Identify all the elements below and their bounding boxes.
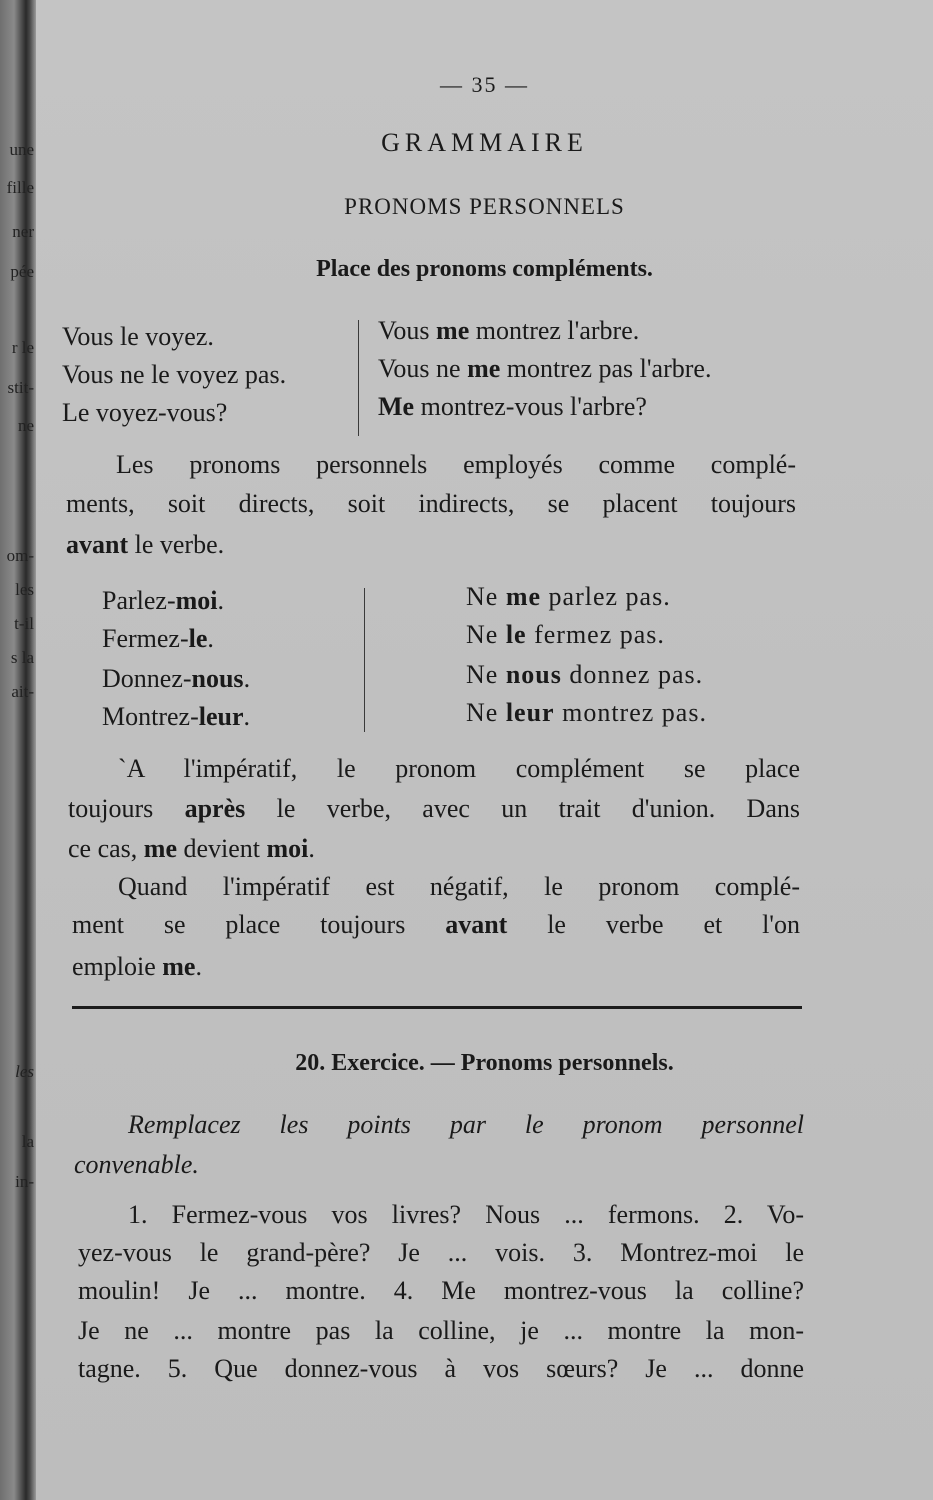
adjacent-page-edge [0, 0, 36, 1500]
column-divider [364, 588, 365, 732]
margin-fragment: une [9, 140, 34, 159]
book-page [36, 0, 933, 1500]
page-title: GRAMMAIRE [381, 128, 588, 157]
example-line: Ne me parlez pas. [466, 582, 671, 611]
margin-fragment: r le [11, 338, 34, 357]
rule-text: ment se place toujours avant le verbe et l'on [72, 910, 800, 939]
margin-fragment: ait- [11, 682, 34, 701]
example-line: Ne nous donnez pas. [466, 660, 704, 689]
example-line: Montrez-leur. [102, 702, 251, 731]
example-line: Vous me montrez l'arbre. [378, 316, 640, 345]
margin-fragment: les [15, 580, 34, 599]
example-line: Parlez-moi. [102, 586, 225, 615]
margin-fragment: t-il [14, 614, 34, 633]
exercise-instruction: Remplacez les points par le pronom personnel [128, 1110, 804, 1139]
example-line: Vous ne me montrez pas l'arbre. [378, 354, 712, 383]
example-line: Me montrez-vous l'arbre? [378, 392, 647, 421]
rule-text: `A l'impératif, le pronom complément se place [118, 754, 800, 783]
exercise-line: moulin! Je ... montre. 4. Me montrez-vous la colline? [78, 1276, 804, 1305]
section-divider [72, 1006, 802, 1009]
margin-fragment: in- [15, 1172, 34, 1191]
margin-fragment: ner [12, 222, 34, 241]
margin-fragment: la [21, 1132, 34, 1151]
margin-fragment: ne [17, 416, 34, 435]
margin-fragment: les [15, 1062, 34, 1081]
section-heading: Place des pronoms compléments. [316, 256, 653, 282]
rule-text: ments, soit directs, soit indirects, se placent toujours [66, 489, 796, 518]
margin-fragment: stit- [7, 378, 34, 397]
exercise-line: Je ne ... montre pas la colline, je ... montre la mon- [78, 1316, 804, 1345]
exercise-heading: 20. Exercice. — Pronoms personnels. [295, 1050, 674, 1076]
exercise-line: 1. Fermez-vous vos livres? Nous ... fermons. 2. Vo- [128, 1200, 804, 1229]
example-line: Ne leur montrez pas. [466, 698, 707, 727]
margin-fragment: pée [10, 262, 34, 281]
example-line: Ne le fermez pas. [466, 620, 665, 649]
example-line: Vous ne le voyez pas. [62, 360, 287, 389]
rule-text: Les pronoms personnels employés comme complé- [116, 450, 796, 479]
page-number: — 35 — [440, 72, 529, 97]
rule-text: ce cas, me devient moi. [68, 834, 315, 863]
example-line: Le voyez-vous? [62, 398, 228, 427]
exercise-line: tagne. 5. Que donnez-vous à vos sœurs? Je ... donne [78, 1354, 804, 1383]
example-line: Fermez-le. [102, 624, 214, 653]
margin-fragment: om- [6, 546, 34, 565]
margin-fragment: fille [6, 178, 34, 197]
rule-text: avant le verbe. [66, 530, 225, 559]
rule-text: emploie me. [72, 952, 202, 981]
exercise-instruction: convenable. [74, 1150, 199, 1179]
margin-fragment: s la [10, 648, 34, 667]
column-divider [358, 320, 359, 436]
example-line: Donnez-nous. [102, 664, 251, 693]
rule-text: toujours après le verbe, avec un trait d'union. Dans [68, 794, 800, 823]
section-subtitle: PRONOMS PERSONNELS [344, 194, 625, 219]
exercise-line: yez-vous le grand-père? Je ... vois. 3. Montrez-moi le [78, 1238, 804, 1267]
example-line: Vous le voyez. [62, 322, 214, 351]
rule-text: Quand l'impératif est négatif, le pronom complé- [118, 872, 800, 901]
